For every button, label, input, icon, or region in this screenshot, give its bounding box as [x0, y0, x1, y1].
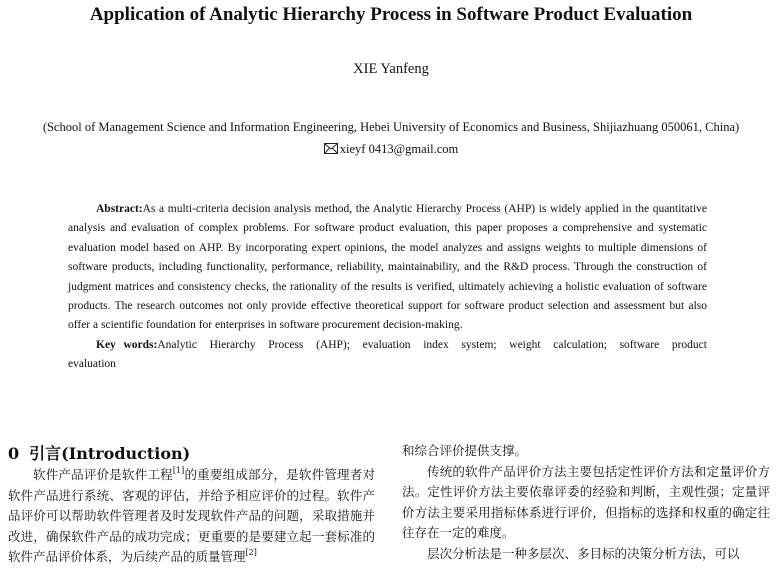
abstract-text: As a multi-criteria decision analysis method, the Analytic Hierarchy Process (AHP) is widely applied in the quantitative analysis and evaluation of complex problems. For software product evaluation, this paper proposes a comprehensive and systematic evaluation model based on AHP. By incorporating expert opinions, the model analyzes and assigns weights to multiple dimensions of software products, including functionality, performance, reliability, maintainability, and the R&D process. Through the construction of judgment matrices and consistency checks, the rationality of the results is verified, ultimately achieving a holistic evaluation of software products. The research outcomes not only provide effective theoretical support for software product selection and assessment but also offer a scientific foundation for enterprises in software procurement decision-making. — [68, 203, 707, 332]
author-name: XIE Yanfeng — [353, 61, 429, 77]
affiliation: (School of Management Science and Information Engineering, Hebei University of Economics and Business, Shijiazhuang 050061, China) — [42, 120, 740, 134]
section-heading — [8, 443, 375, 465]
left-column — [8, 443, 375, 568]
envelope-icon — [324, 143, 338, 154]
keywords-text: Analytic Hierarchy Process (AHP); evaluation index system; weight calculation; software product evaluation — [68, 338, 707, 371]
intro-paragraph-2: 传统的软件产品评价方法主要包括定性评价方法和定量评价方法。定性评价方法主要依靠评委的经验和判断，主观性强；定量评价方法主要采用指标体系进行评价，但指标的选择和权重的确定往往存在一定的难度。 — [402, 463, 770, 540]
paper-title: Application of Analytic Hierarchy Process in Software Product Evaluation — [89, 4, 693, 25]
intro-paragraph-continued: 和综合评价提供支撑。 — [402, 443, 528, 458]
abstract-paragraph — [68, 200, 707, 336]
intro-paragraph-1 — [8, 465, 375, 568]
citation-ref-2[interactable]: [2] — [245, 548, 257, 557]
section-number: 0 — [8, 444, 20, 463]
abstract-label: Abstract: — [96, 203, 143, 215]
abstract-block — [68, 200, 707, 375]
intro-text-part1: 软件产品评价是软件工程 — [33, 467, 173, 482]
keywords-paragraph — [68, 336, 707, 375]
citation-ref-1[interactable]: [1] — [172, 466, 185, 475]
email-line — [0, 142, 782, 157]
keywords-label: Key words: — [96, 338, 158, 351]
right-column — [402, 441, 770, 564]
email-address[interactable]: xieyf 0413@gmail.com — [339, 142, 459, 156]
section-title: 引言(Introduction) — [29, 444, 191, 463]
intro-text-part2: 的重要组成部分，是软件管理者对软件产品进行系统、客观的评估，并给予相应评价的过程。软件产品评价可以帮助软件管理者及时发现软件产品的问题，采取措施并改进，确保软件产品的成功完成；更重要的是要建立起一套标准的软件产品评价体系，为后续产品的质量管理 — [8, 467, 375, 564]
intro-paragraph-3: 层次分析法是一种多层次、多目标的决策分析方法，可以 — [427, 545, 740, 561]
